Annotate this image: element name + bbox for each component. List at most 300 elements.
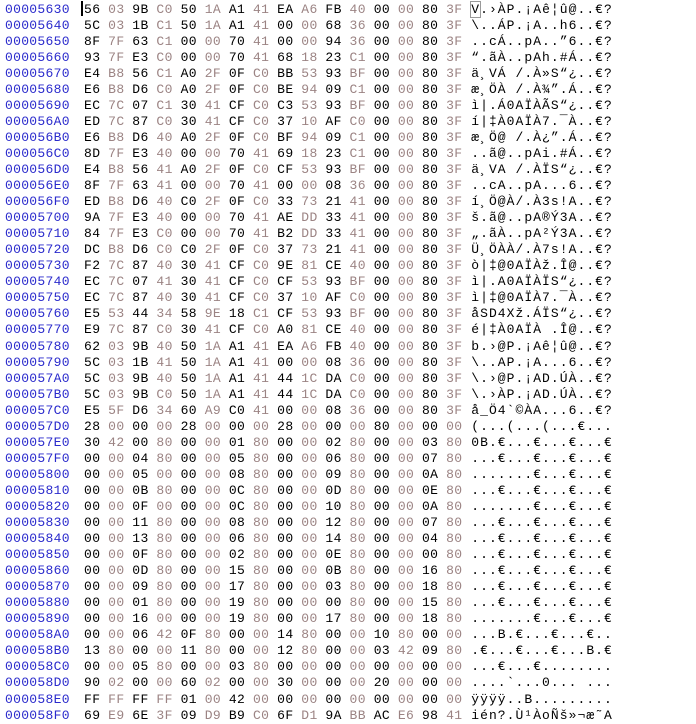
hex-byte[interactable]: 58 [180,306,197,322]
hex-byte[interactable]: 00 [373,579,391,595]
hex-byte[interactable]: 98 [421,707,439,723]
hex-byte[interactable]: E6 [84,81,101,97]
hex-byte[interactable]: 00 [397,178,415,194]
hex-byte[interactable]: 00 [301,450,318,466]
hex-byte[interactable]: 3F [446,370,463,386]
hex-byte[interactable]: 00 [277,563,294,579]
hex-byte[interactable]: 00 [373,226,391,242]
hex-byte[interactable]: 00 [84,515,101,531]
hex-byte[interactable]: C0 [156,242,173,258]
hex-byte[interactable]: 03 [108,370,125,386]
ascii-column[interactable]: \.›ÀP.¡AD.ÚÀ..€? [471,386,613,402]
hex-byte[interactable]: 00 [373,113,391,129]
hex-byte[interactable]: C0 [252,274,270,290]
hex-byte[interactable]: 00 [180,434,197,450]
hex-byte[interactable]: 8D [84,145,101,161]
hex-byte[interactable]: A1 [228,354,246,370]
hex-byte[interactable]: 00 [180,450,197,466]
hex-byte[interactable]: 00 [373,466,391,482]
hex-byte[interactable]: 00 [252,418,270,434]
hex-byte[interactable]: 00 [397,161,415,177]
hex-byte[interactable]: 70 [228,49,246,65]
hex-byte[interactable]: 80 [421,274,439,290]
hex-byte[interactable]: 09 [132,579,149,595]
hex-byte[interactable]: 00 [204,450,222,466]
hex-byte[interactable]: 00 [301,515,318,531]
hex-byte[interactable]: CF [228,258,246,274]
hex-byte[interactable]: 10 [325,498,342,514]
hex-byte[interactable]: 00 [373,242,391,258]
hex-byte[interactable]: 00 [180,49,197,65]
hex-byte[interactable]: C0 [349,290,366,306]
hex-byte[interactable]: 03 [108,386,125,402]
hex-byte[interactable]: 16 [132,611,149,627]
hex-byte[interactable]: 00 [277,531,294,547]
ascii-column[interactable]: ...€...€...€...€ [471,515,613,531]
hex-byte[interactable]: 00 [373,354,391,370]
hex-byte[interactable]: 01 [180,691,197,707]
hex-byte[interactable]: 00 [301,33,318,49]
hex-byte[interactable]: 00 [397,547,415,563]
hex-byte[interactable]: 3F [446,306,463,322]
hex-byte[interactable]: BB [349,707,366,723]
hex-byte[interactable]: EA [277,1,294,17]
hex-byte[interactable]: 80 [421,322,439,338]
hex-byte[interactable]: 00 [397,194,415,210]
hex-byte[interactable]: 03 [325,579,342,595]
hex-byte[interactable]: 41 [252,49,270,65]
hex-byte[interactable]: 80 [421,178,439,194]
hex-byte[interactable]: C1 [156,97,173,113]
hex-byte[interactable]: 80 [156,563,173,579]
hex-byte[interactable]: 00 [397,386,415,402]
hex-byte[interactable]: C0 [252,707,270,723]
hex-byte[interactable]: 03 [421,434,439,450]
hex-byte[interactable]: 00 [349,627,366,643]
hex-byte[interactable]: CF [277,306,294,322]
hex-byte[interactable]: FF [156,691,173,707]
hex-byte[interactable]: 0F [228,129,246,145]
hex-byte[interactable]: 40 [156,194,173,210]
hex-byte[interactable]: 40 [156,210,173,226]
ascii-column[interactable]: \..ÁP.¡A..h6..€? [471,17,613,33]
ascii-column[interactable]: \.›@P.¡AD.ÚÀ..€? [471,370,613,386]
hex-byte[interactable]: 30 [277,675,294,691]
hex-byte[interactable]: 3F [446,402,463,418]
hex-byte[interactable]: CE [325,322,342,338]
hex-byte[interactable]: 80 [252,595,270,611]
hex-byte[interactable]: 00 [180,579,197,595]
ascii-column[interactable]: ...€...€...€...€ [471,531,613,547]
hex-byte[interactable]: 80 [252,531,270,547]
hex-byte[interactable]: 00 [301,498,318,514]
hex-byte[interactable]: 00 [397,450,415,466]
hex-byte[interactable]: 36 [349,354,366,370]
hex-byte[interactable]: 80 [301,643,318,659]
hex-byte[interactable]: 00 [349,659,366,675]
hex-byte[interactable]: 00 [373,611,391,627]
hex-byte[interactable]: 69 [277,145,294,161]
hex-byte[interactable]: C0 [252,322,270,338]
hex-byte[interactable]: 80 [108,643,125,659]
hex-byte[interactable]: 00 [397,595,415,611]
hex-byte[interactable]: 00 [301,17,318,33]
hex-byte[interactable]: 19 [228,611,246,627]
hex-byte[interactable]: 70 [228,178,246,194]
hex-byte[interactable]: 41 [349,210,366,226]
hex-byte[interactable]: 15 [421,595,439,611]
hex-byte[interactable]: A0 [277,322,294,338]
hex-byte[interactable]: 40 [156,370,173,386]
hex-byte[interactable]: 0F [228,161,246,177]
hex-byte[interactable]: 63 [132,178,149,194]
hex-byte[interactable]: B8 [108,242,125,258]
hex-byte[interactable]: 08 [325,402,342,418]
hex-byte[interactable]: 93 [325,65,342,81]
hex-byte[interactable]: 80 [156,595,173,611]
hex-byte[interactable]: C0 [156,386,173,402]
hex-byte[interactable]: C0 [156,49,173,65]
hex-byte[interactable]: 80 [349,450,366,466]
hex-byte[interactable]: 80 [252,579,270,595]
hex-byte[interactable]: 00 [301,178,318,194]
hex-byte[interactable]: E3 [132,210,149,226]
hex-byte[interactable]: 00 [180,659,197,675]
ascii-column[interactable]: ...€...€........ [471,659,613,675]
hex-byte[interactable]: 09 [325,466,342,482]
hex-byte[interactable]: 9B [132,370,149,386]
hex-byte[interactable]: 3F [446,290,463,306]
hex-byte[interactable]: 00 [132,418,149,434]
hex-byte[interactable]: 00 [180,482,197,498]
hex-byte[interactable]: 5C [84,386,101,402]
hex-byte[interactable]: 00 [277,178,294,194]
hex-byte[interactable]: 00 [373,258,391,274]
hex-byte[interactable]: 00 [277,33,294,49]
hex-byte[interactable]: 00 [108,627,125,643]
hex-byte[interactable]: 00 [325,675,342,691]
hex-byte[interactable]: 00 [84,498,101,514]
hex-byte[interactable]: 81 [301,322,318,338]
hex-byte[interactable]: 60 [180,675,197,691]
hex-byte[interactable]: 87 [132,113,149,129]
hex-byte[interactable]: C0 [349,386,366,402]
hex-byte[interactable]: 07 [132,274,149,290]
hex-byte[interactable]: 0D [325,482,342,498]
hex-byte[interactable]: 18 [421,579,439,595]
hex-byte[interactable]: 41 [349,226,366,242]
hex-byte[interactable]: 3F [446,145,463,161]
hex-byte[interactable]: 80 [421,194,439,210]
hex-byte[interactable]: 00 [84,563,101,579]
hex-byte[interactable]: 18 [301,145,318,161]
hex-byte[interactable]: BB [277,65,294,81]
ascii-column[interactable]: ...€...€...€...€ [471,450,613,466]
hex-byte[interactable]: 00 [421,691,439,707]
hex-byte[interactable]: 2F [204,242,222,258]
hex-byte[interactable]: 7C [108,258,125,274]
hex-byte[interactable]: 00 [373,1,391,17]
hex-byte[interactable]: C0 [252,81,270,97]
hex-byte[interactable]: 00 [397,418,415,434]
hex-byte[interactable]: F2 [84,258,101,274]
hex-byte[interactable]: 00 [84,595,101,611]
hex-byte[interactable]: CF [228,290,246,306]
hex-byte[interactable]: 00 [397,370,415,386]
hex-byte[interactable]: 08 [325,178,342,194]
hex-byte[interactable]: ED [84,113,101,129]
hex-byte[interactable]: 80 [252,659,270,675]
hex-byte[interactable]: 00 [397,210,415,226]
hex-byte[interactable]: 00 [108,498,125,514]
hex-byte[interactable]: D6 [132,194,149,210]
hex-byte[interactable]: 1B [132,17,149,33]
hex-byte[interactable]: 00 [277,482,294,498]
hex-byte[interactable]: 84 [84,226,101,242]
hex-byte[interactable]: 00 [446,675,463,691]
hex-byte[interactable]: 80 [446,563,463,579]
hex-byte[interactable]: 00 [204,210,222,226]
hex-byte[interactable]: 80 [252,498,270,514]
hex-byte[interactable]: C1 [349,129,366,145]
hex-byte[interactable]: 80 [421,242,439,258]
ascii-column[interactable]: \..AP.¡A...6..€? [471,354,613,370]
hex-byte[interactable]: 0E [421,482,439,498]
hex-byte[interactable]: 53 [108,306,125,322]
hex-byte[interactable]: 00 [373,274,391,290]
hex-byte[interactable]: 00 [373,434,391,450]
ascii-column[interactable]: å_Ö4`©ÀA...6..€? [471,402,613,418]
hex-byte[interactable]: 00 [325,643,342,659]
hex-byte[interactable]: 40 [156,145,173,161]
hex-byte[interactable]: 44 [132,306,149,322]
hex-byte[interactable]: 50 [180,354,197,370]
hex-byte[interactable]: 00 [349,675,366,691]
hex-byte[interactable]: 00 [397,675,415,691]
hex-byte[interactable]: 03 [108,338,125,354]
hex-byte[interactable]: 3F [446,129,463,145]
ascii-column[interactable]: ...€...€...€...€ [471,547,613,563]
hex-byte[interactable]: 00 [301,466,318,482]
hex-byte[interactable]: 00 [108,659,125,675]
hex-byte[interactable]: BF [349,306,366,322]
hex-byte[interactable]: 0F [228,65,246,81]
hex-byte[interactable]: 7C [108,274,125,290]
hex-byte[interactable]: 00 [204,691,222,707]
hex-byte[interactable]: 60 [180,402,197,418]
hex-byte[interactable]: 00 [373,178,391,194]
hex-byte[interactable]: 3F [446,161,463,177]
hex-byte[interactable]: 00 [204,418,222,434]
hex-byte[interactable]: 00 [373,595,391,611]
hex-byte[interactable]: E3 [132,145,149,161]
hex-byte[interactable]: 00 [301,402,318,418]
hex-byte[interactable]: 00 [397,290,415,306]
hex-byte[interactable]: 3F [446,242,463,258]
hex-byte[interactable]: 80 [156,579,173,595]
hex-byte[interactable]: 00 [397,258,415,274]
ascii-column[interactable]: ì|.Á0AÏÀÃS“¿..€? [471,97,613,113]
hex-byte[interactable]: 00 [204,611,222,627]
hex-byte[interactable]: 40 [349,258,366,274]
hex-byte[interactable]: 00 [373,97,391,113]
hex-byte[interactable]: 0F [228,194,246,210]
hex-byte[interactable]: 80 [252,547,270,563]
hex-byte[interactable]: 00 [180,210,197,226]
hex-byte[interactable]: 80 [349,515,366,531]
hex-byte[interactable]: 00 [421,418,439,434]
hex-byte[interactable]: 00 [397,49,415,65]
hex-byte[interactable]: 00 [156,675,173,691]
hex-byte[interactable]: 00 [397,434,415,450]
hex-byte[interactable]: 00 [252,675,270,691]
hex-byte[interactable]: C0 [252,97,270,113]
hex-byte[interactable]: 41 [252,386,270,402]
hex-byte[interactable]: CF [228,97,246,113]
hex-byte[interactable]: 80 [349,563,366,579]
hex-byte[interactable]: 42 [108,434,125,450]
hex-byte[interactable]: 80 [446,643,463,659]
hex-byte[interactable]: 00 [228,418,246,434]
hex-byte[interactable]: 00 [446,659,463,675]
ascii-column[interactable]: ...€...€...€...€ [471,595,613,611]
hex-byte[interactable]: 41 [252,145,270,161]
hex-byte[interactable]: 00 [373,290,391,306]
hex-byte[interactable]: 00 [397,306,415,322]
hex-byte[interactable]: 80 [446,515,463,531]
hex-byte[interactable]: 03 [108,354,125,370]
hex-byte[interactable]: 41 [204,290,222,306]
hex-byte[interactable]: 0A [421,466,439,482]
hex-byte[interactable]: 00 [373,402,391,418]
ascii-column[interactable]: .......€...€...€ [471,611,613,627]
ascii-column[interactable]: 0B.€...€...€...€ [471,434,613,450]
hex-byte[interactable]: 80 [421,161,439,177]
hex-byte[interactable]: 41 [204,97,222,113]
hex-byte[interactable]: C0 [252,113,270,129]
hex-byte[interactable]: 00 [373,338,391,354]
hex-byte[interactable]: 5C [84,17,101,33]
hex-byte[interactable]: 5F [108,402,125,418]
hex-byte[interactable]: C0 [252,290,270,306]
hex-byte[interactable]: 00 [84,547,101,563]
hex-byte[interactable]: 00 [277,402,294,418]
hex-byte[interactable]: 40 [156,129,173,145]
hex-byte[interactable]: 02 [325,434,342,450]
hex-byte[interactable]: 03 [228,659,246,675]
hex-byte[interactable]: 00 [373,81,391,97]
hex-byte[interactable]: 00 [204,466,222,482]
hex-byte[interactable]: 40 [349,338,366,354]
hex-byte[interactable]: D6 [132,129,149,145]
hex-byte[interactable]: 00 [373,194,391,210]
hex-byte[interactable]: 00 [373,450,391,466]
hex-byte[interactable]: 80 [446,434,463,450]
hex-byte[interactable]: 50 [180,370,197,386]
ascii-column[interactable]: ...B.€...€...€.. [471,627,613,643]
hex-byte[interactable]: AE [277,210,294,226]
hex-byte[interactable]: 42 [156,627,173,643]
hex-byte[interactable]: 00 [277,547,294,563]
hex-byte[interactable]: 00 [156,418,173,434]
hex-byte[interactable]: 1C [301,386,318,402]
hex-byte[interactable]: 6E [132,707,149,723]
hex-byte[interactable]: 80 [421,354,439,370]
hex-byte[interactable]: 00 [373,210,391,226]
hex-byte[interactable]: 00 [228,627,246,643]
hex-byte[interactable]: 7C [108,113,125,129]
ascii-column[interactable]: æ¸Ö@ /.À¿”.Á..€? [471,129,613,145]
ascii-column[interactable]: ì|.A0AÏÀÏS“¿..€? [471,274,613,290]
hex-byte[interactable]: 00 [156,466,173,482]
hex-byte[interactable]: 7F [108,145,125,161]
hex-byte[interactable]: 41 [349,194,366,210]
hex-byte[interactable]: 34 [156,402,173,418]
hex-byte[interactable]: 8F [84,33,101,49]
hex-byte[interactable]: 00 [373,498,391,514]
hex-byte[interactable]: 00 [446,627,463,643]
hex-byte[interactable]: 00 [180,466,197,482]
hex-byte[interactable]: 80 [446,450,463,466]
hex-byte[interactable]: 00 [156,498,173,514]
hex-byte[interactable]: 00 [397,691,415,707]
hex-byte[interactable]: 00 [373,659,391,675]
hex-byte[interactable]: 53 [301,306,318,322]
hex-byte[interactable]: 80 [156,434,173,450]
hex-byte[interactable]: 00 [277,498,294,514]
hex-byte[interactable]: 00 [204,547,222,563]
hex-byte[interactable]: 00 [397,226,415,242]
hex-byte[interactable]: 04 [421,531,439,547]
hex-byte[interactable]: 00 [373,563,391,579]
hex-byte[interactable]: 2F [204,65,222,81]
hex-byte[interactable]: 40 [349,322,366,338]
hex-byte[interactable]: D6 [132,402,149,418]
hex-byte[interactable]: 7C [108,322,125,338]
ascii-column[interactable]: ä¸VA /.ÀÏS“¿..€? [471,161,613,177]
hex-byte[interactable]: 00 [84,579,101,595]
hex-byte[interactable]: BF [349,161,366,177]
hex-byte[interactable]: B8 [108,161,125,177]
hex-byte[interactable]: 0A [421,498,439,514]
hex-byte[interactable]: 80 [421,145,439,161]
hex-byte[interactable]: C0 [180,242,197,258]
hex-byte[interactable]: D1 [301,707,318,723]
hex-byte[interactable]: EC [84,274,101,290]
hex-byte[interactable]: B8 [108,81,125,97]
hex-byte[interactable]: 28 [180,418,197,434]
hex-byte[interactable]: 00 [373,482,391,498]
hex-byte[interactable]: 80 [421,49,439,65]
hex-byte[interactable]: 80 [446,482,463,498]
hex-byte[interactable]: 5C [84,370,101,386]
hex-byte[interactable]: 00 [180,547,197,563]
hex-byte[interactable]: A1 [228,1,246,17]
hex-byte[interactable]: 7F [108,49,125,65]
hex-byte[interactable]: CF [228,274,246,290]
hex-byte[interactable]: FF [108,691,125,707]
hex-byte[interactable]: 0F [132,498,149,514]
ascii-column[interactable]: ..cA..pA...6..€? [471,178,613,194]
hex-byte[interactable]: 62 [84,338,101,354]
hex-byte[interactable]: 80 [446,498,463,514]
hex-byte[interactable]: C1 [156,33,173,49]
hex-byte[interactable]: 02 [108,675,125,691]
hex-byte[interactable]: 30 [180,97,197,113]
hex-byte[interactable]: 21 [325,242,342,258]
hex-byte[interactable]: 03 [108,1,125,17]
hex-byte[interactable]: 09 [325,81,342,97]
